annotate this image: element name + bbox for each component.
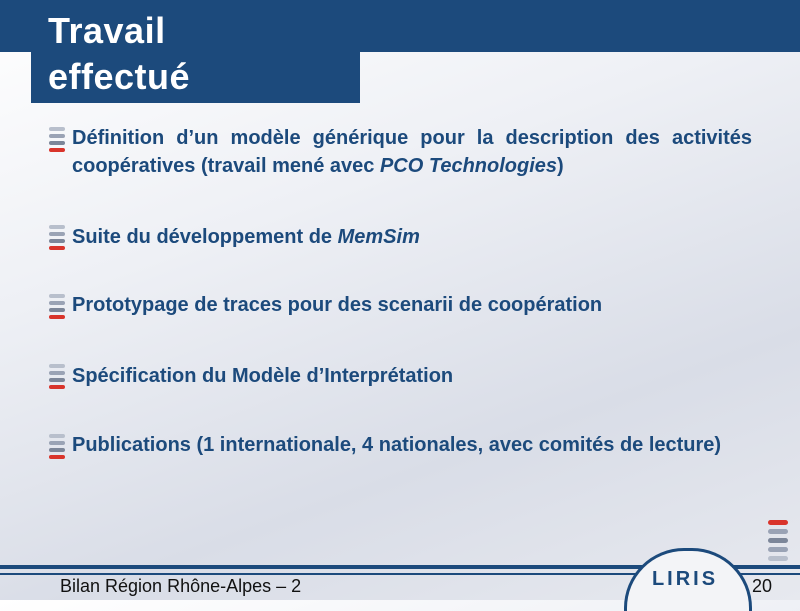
bullet-item-2 xyxy=(72,223,752,251)
liris-logo: LIRIS xyxy=(651,568,719,590)
bullet-item-5 xyxy=(72,431,752,459)
bullet-italic: PCO Technologies xyxy=(379,155,558,177)
page-number: 20 xyxy=(752,576,773,596)
bullet-suffix: ) xyxy=(557,155,564,177)
bullet-text: Publications (1 internationale, 4 nationales, avec comités de lecture) xyxy=(72,434,722,456)
footer-text: Bilan Région Rhône-Alpes – 2 xyxy=(60,576,302,596)
bullet-italic: MemSim xyxy=(337,226,420,248)
bullet-text: Suite du développement de xyxy=(72,226,338,248)
stacked-bars-corner-icon xyxy=(768,520,790,560)
bullet-icon xyxy=(49,364,65,390)
bullet-text: Définition d’un modèle générique pour la description des activités coopératives (travail mené avec xyxy=(72,127,752,177)
title-line-2: effectué xyxy=(48,56,191,97)
bullet-icon xyxy=(49,434,65,460)
bullet-item-3 xyxy=(72,291,752,319)
title-line-1: Travail xyxy=(48,10,166,51)
bullet-item-1 xyxy=(72,124,752,180)
bullet-icon xyxy=(49,127,65,153)
bullet-icon xyxy=(49,225,65,251)
slide-title xyxy=(48,8,348,100)
bullet-item-4 xyxy=(72,362,752,390)
bullet-icon xyxy=(49,294,65,320)
bullet-text: Spécification du Modèle d’Interprétation xyxy=(72,365,454,387)
bullet-text: Prototypage de traces pour des scenarii de coopération xyxy=(72,294,603,316)
